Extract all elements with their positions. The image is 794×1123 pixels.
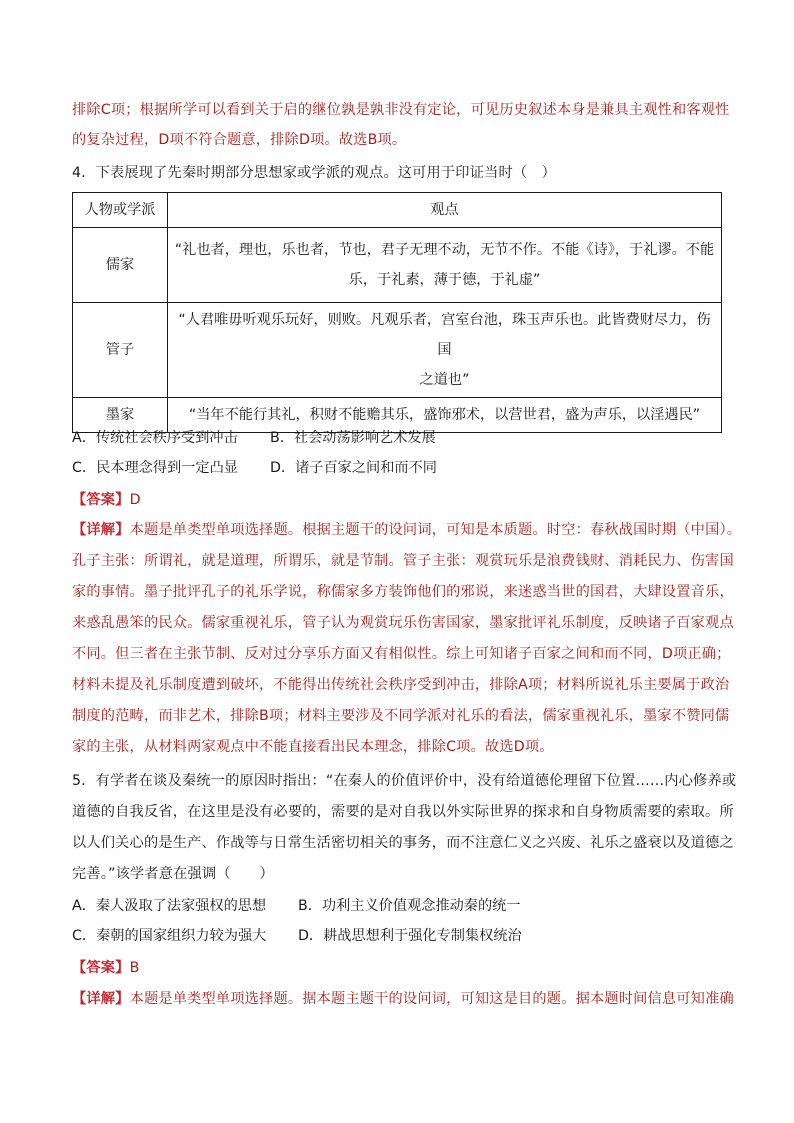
table-cell-view	[168, 398, 722, 433]
table-header-view: 观点	[168, 193, 722, 228]
q4-option-b: B．社会动荡影响艺术发展	[270, 430, 436, 446]
answer-tag: 【答案】	[72, 492, 130, 508]
detail-text: 本题是单类型单项选择题。据本题主题干的设问词，可知这是目的题。据本题时间信息可知准确	[129, 991, 734, 1007]
q4-detail-line-8: 家的主张，从材料两家观点中不能直接看出民本理念，排除C项。故选D项。	[72, 739, 554, 755]
q5-stem-line-3: 以人们关心的是生产、作战等与日常生活密切相关的事务，而不注意仁义之兴废、礼乐之盛衰以及道德之	[72, 835, 734, 851]
q5-stem-line-2: 道德的自我反省，在这里是没有必要的，需要的是对自我以外实际世界的探求和自身物质需要的索取。所	[72, 804, 734, 820]
q4-option-d: D．诸子百家之间和而不同	[270, 460, 437, 476]
table-row	[73, 228, 722, 303]
table-header-name: 人物或学派	[73, 193, 168, 228]
answer-tag: 【答案】	[72, 960, 130, 976]
view-text-line: “礼也者，理也，乐也者，节也，君子无理不动，无节不作。不能《诗》，于礼谬。不能	[174, 242, 715, 258]
q4-answer	[72, 490, 141, 510]
table-cell-name: 墨家	[73, 398, 168, 433]
view-text-line: “人君唯毋听观乐玩好，则败。凡观乐者，宫室台池，珠玉声乐也。此皆费财尽力，伤国	[178, 312, 711, 358]
q4-detail-line-3: 家的事情。墨子批评孔子的礼乐学说，称儒家多方装饰他们的邪说，来迷惑当世的国君，大肆设置音乐，	[72, 584, 734, 600]
view-text-line: 之道也”	[419, 372, 470, 388]
q5-option-d: D．耕战思想利于强化专制集权统治	[298, 928, 522, 944]
prev-explanation-line-2: 的复杂过程，D项不符合题意，排除D项。故选B项。	[72, 132, 407, 148]
q4-stem: 4．下表展现了先秦时期部分思想家或学派的观点。这可用于印证当时（ ）	[72, 165, 557, 181]
q4-detail-line-1	[72, 520, 741, 540]
q4-option-a: A．传统社会秩序受到冲击	[72, 430, 238, 446]
table-header-row	[73, 193, 722, 228]
table-cell-view	[168, 228, 722, 303]
answer-value: D	[129, 492, 141, 508]
q4-detail-line-5: 不同。但三者在主张节制、反对过分享乐方面又有相似性。综上可知诸子百家之间和而不同，D项正确；	[72, 646, 731, 662]
q5-answer	[72, 958, 140, 978]
detail-tag: 【详解】	[72, 991, 130, 1007]
q5-option-a: A．秦人汲取了法家强权的思想	[72, 898, 267, 914]
prev-explanation-line-1: 排除C项；根据所学可以看到关于启的继位孰是孰非没有定论，可见历史叙述本身是兼具主观性和客观性	[72, 102, 730, 118]
detail-text: 本题是单类型单项选择题。根据主题干的设问词，可知是本质题。时空：春秋战国时期（中国）。	[129, 522, 742, 538]
view-text-line: “当年不能行其礼，积财不能赡其乐，盛饰邪术，以营世君，盛为声乐，以淫遇民”	[188, 407, 701, 423]
answer-value: B	[129, 960, 140, 976]
q5-detail-line-1	[72, 989, 734, 1009]
q4-views-table	[72, 192, 722, 433]
table-row	[73, 303, 722, 398]
q4-detail-line-6: 材料未提及礼乐制度遭到破坏，不能得出传统社会秩序受到冲击，排除A项；材料所说礼乐主要属于政治	[72, 677, 730, 693]
view-text-line: 乐，于礼素，薄于德，于礼虚”	[348, 272, 541, 288]
q5-stem-line-4: 完善。”该学者意在强调（ ）	[72, 866, 274, 882]
q4-option-c: C．民本理念得到一定凸显	[72, 460, 238, 476]
table-cell-name: 管子	[73, 303, 168, 398]
q5-option-b: B．功利主义价值观念推动秦的统一	[298, 898, 521, 914]
table-cell-name: 儒家	[73, 228, 168, 303]
q5-option-c: C．秦朝的国家组织力较为强大	[72, 928, 267, 944]
q4-detail-line-7: 制度的范畴，而非艺术，排除B项；材料主要涉及不同学派对礼乐的看法，儒家重视礼乐，墨家不赞同儒	[72, 708, 730, 724]
table-cell-view	[168, 303, 722, 398]
q5-stem-line-1: 5．有学者在谈及秦统一的原因时指出：“在秦人的价值评价中，没有给道德伦理留下位置……内心修养或	[72, 773, 737, 789]
detail-tag: 【详解】	[72, 522, 130, 538]
q4-detail-line-2: 孔子主张：所谓礼，就是道理，所谓乐，就是节制。管子主张：观赏玩乐是浪费钱财、消耗民力、伤害国	[72, 553, 734, 569]
q4-detail-line-4: 来惑乱愚笨的民众。儒家重视礼乐，管子认为观赏玩乐伤害国家，墨家批评礼乐制度，反映诸子百家观点	[72, 615, 734, 631]
